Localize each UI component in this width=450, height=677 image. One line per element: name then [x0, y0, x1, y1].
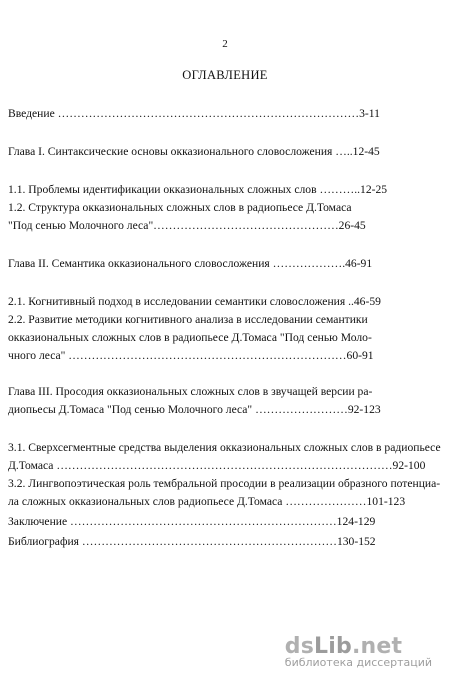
toc-title: ОГЛАВЛЕНИЕ [182, 68, 268, 82]
toc-entry-2-1: 2.1. Когнитивный подход в исследовании семантики словосложения ..46-59 [8, 295, 381, 308]
toc-entry-chapter-3: Глава III. Просодия окказиональных сложных слов в звучащей версии ра- [8, 385, 373, 398]
toc-entry-2-2-end: чного леса" ………………………………………………………………60-91 [8, 349, 374, 362]
dslib-logo: dsLib.net [284, 634, 403, 659]
toc-entry-conclusion: Заключение ……………………………………………………………124-129 [8, 515, 376, 528]
toc-entry-chapter-1: Глава I. Синтаксические основы окказионального словосложения …..12-45 [8, 145, 380, 158]
toc-entry-2-2-cont: окказиональных сложных слов в радиопьесе Д.Томаса "Под сенью Моло- [8, 331, 372, 344]
toc-entry-3-1: 3.1. Сверхсегментные средства выделения окказиональных сложных слов в радиопьесе [8, 441, 441, 454]
toc-entry-2-2: 2.2. Развитие методики когнитивного анализа в исследовании семантики [8, 313, 368, 326]
page-number: 2 [222, 38, 228, 50]
toc-entry-chapter-3-cont: диопьесы Д.Томаса "Под сенью Молочного леса" ……………………92-123 [8, 403, 381, 416]
toc-entry-chapter-2: Глава II. Семантика окказионального словосложения ……………….46-91 [8, 257, 373, 270]
toc-entry-3-2-cont: ла сложных окказиональных слов радиопьесе Д.Томаса …………………101-123 [8, 495, 406, 508]
toc-entry-introduction: Введение ……………………………………………………………………3-11 [8, 107, 380, 120]
toc-entry-1-2-cont: "Под сенью Молочного леса"…………………………………………26-45 [8, 219, 366, 232]
dslib-tagline: библиотека диссертаций [284, 656, 432, 669]
toc-entry-1-1: 1.1. Проблемы идентификации окказиональных сложных слов ………..12-25 [8, 183, 388, 196]
toc-entry-bibliography: Библиография …………………………………………………………130-152 [8, 535, 376, 548]
toc-entry-3-1-cont: Д.Томаса ……………………………………………………………………………92-100 [8, 459, 426, 472]
toc-entry-3-2: 3.2. Лингвопоэтическая роль тембральной просодии в реализации образного потенциа- [8, 477, 441, 490]
dslib-watermark [285, 634, 432, 669]
toc-entry-1-2: 1.2. Структура окказиональных сложных слов в радиопьесе Д.Томаса [8, 201, 352, 214]
